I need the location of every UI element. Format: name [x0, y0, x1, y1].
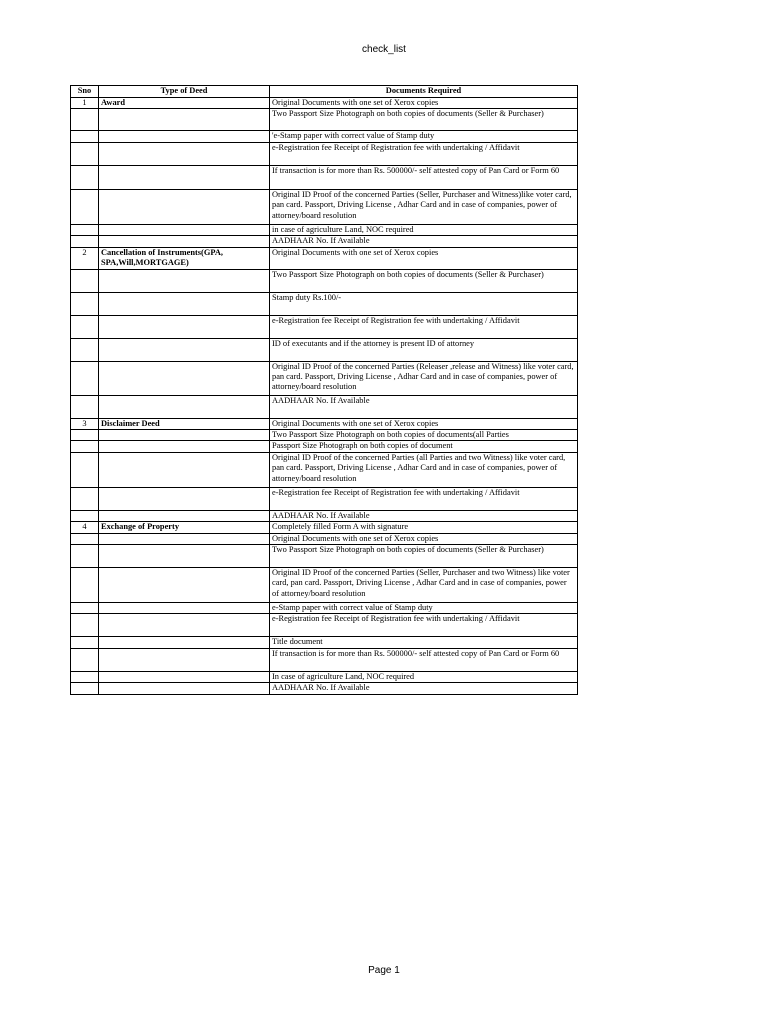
sno-cell-empty	[71, 131, 99, 142]
sno-cell: 1	[71, 98, 99, 109]
column-header-docs: Documents Required	[270, 86, 578, 98]
table-row	[71, 395, 578, 418]
table-row	[71, 671, 578, 682]
table-header-row	[71, 86, 578, 98]
document-required-cell: Two Passport Size Photograph on both copies of documents (Seller & Purchaser)	[270, 545, 578, 568]
table-row	[71, 603, 578, 614]
sno-cell-empty	[71, 441, 99, 452]
table-row	[71, 568, 578, 603]
deed-type-cell-empty	[99, 361, 270, 395]
sno-cell-empty	[71, 430, 99, 441]
deed-type-cell-empty	[99, 568, 270, 603]
sno-cell-empty	[71, 315, 99, 338]
sno-cell-empty	[71, 361, 99, 395]
document-required-cell: Passport Size Photograph on both copies of document	[270, 441, 578, 452]
sno-cell-empty	[71, 338, 99, 361]
document-required-cell: If transaction is for more than Rs. 500000/- self attested copy of Pan Card or Form 60	[270, 648, 578, 671]
document-required-cell: Original ID Proof of the concerned Parties (all Parties and two Witness) like voter card, pan card. Passport, Driving License , Adhar Card and in case of companies, power of attorney/board resolution	[270, 452, 578, 487]
deed-type-cell-empty	[99, 603, 270, 614]
column-header-sno: Sno	[71, 86, 99, 98]
deed-type-cell-empty	[99, 648, 270, 671]
table-row	[71, 142, 578, 165]
deed-type-cell-empty	[99, 292, 270, 315]
table-row	[71, 315, 578, 338]
table-row	[71, 510, 578, 521]
table-row	[71, 418, 578, 429]
deed-type-cell-empty	[99, 614, 270, 637]
deed-type-cell-empty	[99, 545, 270, 568]
deed-type-cell-empty	[99, 236, 270, 247]
sno-cell-empty	[71, 545, 99, 568]
deed-type-cell-empty	[99, 165, 270, 189]
sno-cell-empty	[71, 533, 99, 544]
table-row	[71, 430, 578, 441]
sno-cell-empty	[71, 671, 99, 682]
deed-type-cell: Cancellation of Instruments(GPA, SPA,Will,MORTGAGE)	[99, 247, 270, 269]
deed-type-cell-empty	[99, 315, 270, 338]
table-row	[71, 109, 578, 131]
table-row	[71, 545, 578, 568]
table-row	[71, 441, 578, 452]
sno-cell-empty	[71, 510, 99, 521]
document-required-cell: AADHAAR No. If Available	[270, 683, 578, 694]
document-required-cell: Original ID Proof of the concerned Parties (Seller, Purchaser and Witness)like voter card, pan card. Passport, Driving License , Adhar Card and in case of companies, power of attorney/board resolution	[270, 189, 578, 224]
document-required-cell: If transaction is for more than Rs. 500000/- self attested copy of Pan Card or Form 60	[270, 165, 578, 189]
document-required-cell: AADHAAR No. If Available	[270, 236, 578, 247]
table-row	[71, 224, 578, 235]
sno-cell-empty	[71, 637, 99, 648]
deed-type-cell-empty	[99, 109, 270, 131]
table-body	[71, 98, 578, 695]
document-required-cell: Two Passport Size Photograph on both copies of documents (Seller & Purchaser)	[270, 269, 578, 292]
table-row	[71, 292, 578, 315]
sno-cell-empty	[71, 395, 99, 418]
table-row	[71, 98, 578, 109]
sno-cell-empty	[71, 568, 99, 603]
deed-type-cell-empty	[99, 189, 270, 224]
deed-type-cell-empty	[99, 452, 270, 487]
document-required-cell: ID of executants and if the attorney is present ID of attorney	[270, 338, 578, 361]
table-row	[71, 452, 578, 487]
sno-cell-empty	[71, 142, 99, 165]
table-row	[71, 522, 578, 533]
deed-type-cell-empty	[99, 131, 270, 142]
table-row	[71, 247, 578, 269]
deed-type-cell-empty	[99, 441, 270, 452]
sno-cell-empty	[71, 165, 99, 189]
table-row	[71, 236, 578, 247]
table-row	[71, 637, 578, 648]
document-required-cell: Stamp duty Rs.100/-	[270, 292, 578, 315]
deed-type-cell-empty	[99, 510, 270, 521]
table-row	[71, 648, 578, 671]
document-required-cell: e-Registration fee Receipt of Registration fee with undertaking / Affidavit	[270, 487, 578, 510]
table-row	[71, 131, 578, 142]
sno-cell: 4	[71, 522, 99, 533]
document-required-cell: in case of agriculture Land, NOC required	[270, 224, 578, 235]
column-header-type: Type of Deed	[99, 86, 270, 98]
sno-cell-empty	[71, 648, 99, 671]
sno-cell-empty	[71, 224, 99, 235]
table-row	[71, 487, 578, 510]
document-required-cell: Original ID Proof of the concerned Parties (Releaser ,release and Witness) like voter card, pan card. Passport, Driving License , Adhar Card and in case of companies, power of attorney/board resolution	[270, 361, 578, 395]
table-row	[71, 683, 578, 694]
sno-cell: 3	[71, 418, 99, 429]
document-required-cell: Completely filled Form A with signature	[270, 522, 578, 533]
table-row	[71, 189, 578, 224]
sno-cell-empty	[71, 292, 99, 315]
table-row	[71, 361, 578, 395]
document-required-cell: Original Documents with one set of Xerox copies	[270, 247, 578, 269]
document-required-cell: e-Registration fee Receipt of Registration fee with undertaking / Affidavit	[270, 614, 578, 637]
document-required-cell: Title document	[270, 637, 578, 648]
table-row	[71, 533, 578, 544]
sno-cell: 2	[71, 247, 99, 269]
deed-type-cell-empty	[99, 430, 270, 441]
sno-cell-empty	[71, 269, 99, 292]
deed-type-cell-empty	[99, 142, 270, 165]
sno-cell-empty	[71, 236, 99, 247]
document-required-cell: 'e-Stamp paper with correct value of Stamp duty	[270, 131, 578, 142]
sno-cell-empty	[71, 109, 99, 131]
deed-type-cell-empty	[99, 224, 270, 235]
table-row	[71, 269, 578, 292]
document-required-cell: Original Documents with one set of Xerox copies	[270, 98, 578, 109]
document-required-cell: e-Registration fee Receipt of Registration fee with undertaking / Affidavit	[270, 315, 578, 338]
deed-type-cell-empty	[99, 637, 270, 648]
document-required-cell: e-Registration fee Receipt of Registration fee with undertaking / Affidavit	[270, 142, 578, 165]
deed-type-cell-empty	[99, 487, 270, 510]
sno-cell-empty	[71, 603, 99, 614]
deed-type-cell: Disclaimer Deed	[99, 418, 270, 429]
document-required-cell: Original ID Proof of the concerned Parties (Seller, Purchaser and two Witness) like voter card, pan card. Passport, Driving License , Adhar Card and in case of companies, power of attorney/board resolution	[270, 568, 578, 603]
page-footer: Page 1	[368, 965, 400, 976]
deed-type-cell: Award	[99, 98, 270, 109]
document-required-cell: In case of agriculture Land, NOC required	[270, 671, 578, 682]
document-required-cell: AADHAAR No. If Available	[270, 510, 578, 521]
deed-type-cell: Exchange of Property	[99, 522, 270, 533]
sno-cell-empty	[71, 487, 99, 510]
table-row	[71, 338, 578, 361]
document-required-cell: AADHAAR No. If Available	[270, 395, 578, 418]
sno-cell-empty	[71, 683, 99, 694]
sno-cell-empty	[71, 452, 99, 487]
sno-cell-empty	[71, 189, 99, 224]
table-row	[71, 165, 578, 189]
deed-type-cell-empty	[99, 395, 270, 418]
document-required-cell: Two Passport Size Photograph on both copies of documents (Seller & Purchaser)	[270, 109, 578, 131]
sno-cell-empty	[71, 614, 99, 637]
page-header: check_list	[362, 44, 406, 55]
deed-type-cell-empty	[99, 269, 270, 292]
deed-type-cell-empty	[99, 671, 270, 682]
document-required-cell: Two Passport Size Photograph on both copies of documents(all Parties	[270, 430, 578, 441]
document-required-cell: Original Documents with one set of Xerox copies	[270, 533, 578, 544]
deed-type-cell-empty	[99, 338, 270, 361]
document-required-cell: Original Documents with one set of Xerox copies	[270, 418, 578, 429]
deed-type-cell-empty	[99, 533, 270, 544]
document-required-cell: e-Stamp paper with correct value of Stamp duty	[270, 603, 578, 614]
table-row	[71, 614, 578, 637]
checklist-table	[70, 85, 578, 695]
deed-type-cell-empty	[99, 683, 270, 694]
